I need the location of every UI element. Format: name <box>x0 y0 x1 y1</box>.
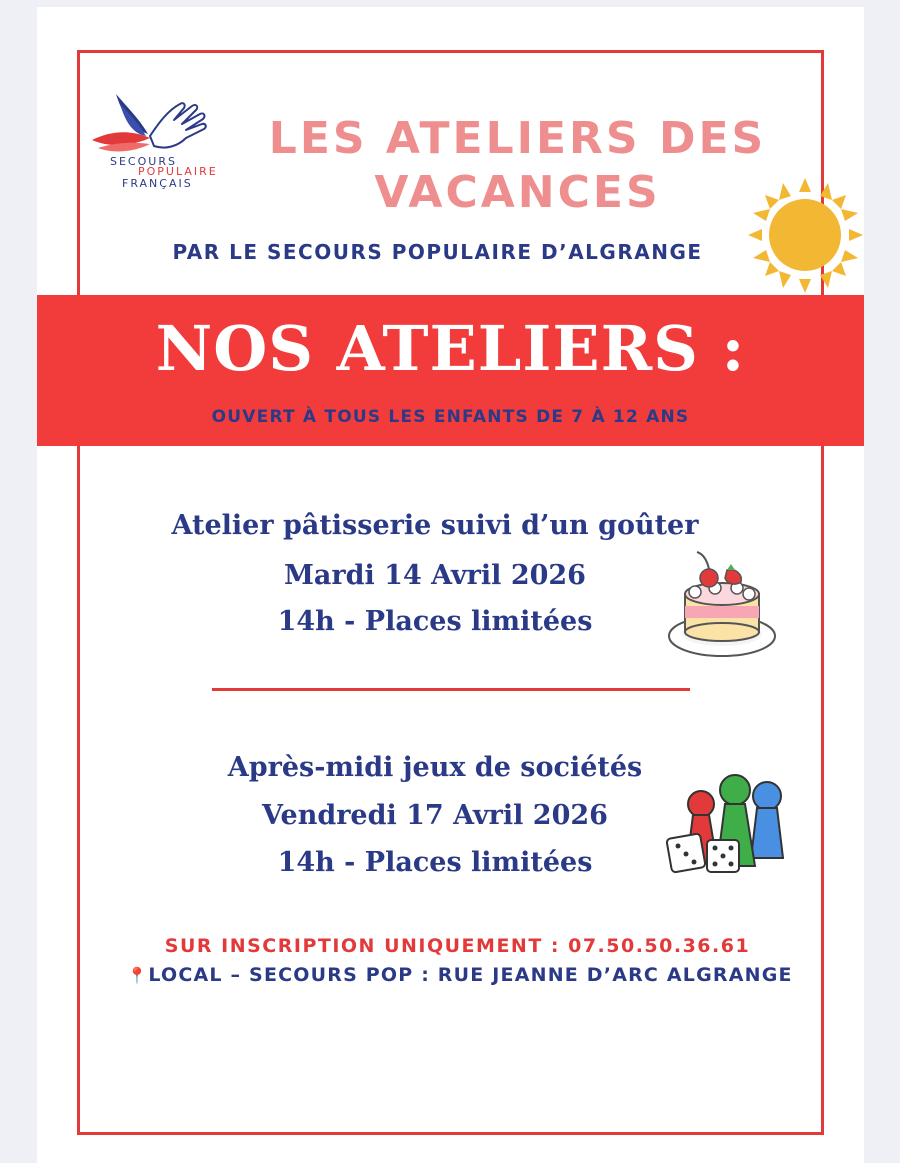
logo-text-francais: FRANÇAIS <box>122 177 193 190</box>
workshop-1-date: Mardi 14 Avril 2026 <box>284 560 586 591</box>
section-divider <box>212 688 690 691</box>
address-text: LOCAL – SECOURS POP : RUE JEANNE D’ARC ALGRANGE <box>148 964 793 986</box>
banner-subtitle: OUVERT À TOUS LES ENFANTS DE 7 À 12 ANS <box>211 407 690 427</box>
workshop-2-time: 14h - Places limitées <box>277 847 593 878</box>
workshop-1-name: Atelier pâtisserie suivi d’un goûter <box>171 510 699 541</box>
page-title <box>250 112 785 220</box>
page-subtitle: PAR LE SECOURS POPULAIRE D’ALGRANGE <box>172 240 703 264</box>
workshop-2-name: Après-midi jeux de sociétés <box>227 752 643 783</box>
address-line <box>110 964 810 986</box>
red-banner <box>37 295 864 446</box>
title-line-1: LES ATELIERS DES <box>268 113 767 164</box>
cake-icon <box>665 548 780 663</box>
title-line-2: VACANCES <box>374 167 661 218</box>
banner-title: NOS ATELIERS : <box>155 312 746 385</box>
secours-populaire-logo <box>88 90 218 200</box>
workshop-1-time: 14h - Places limitées <box>277 606 593 637</box>
registration-info: SUR INSCRIPTION UNIQUEMENT : 07.50.50.36.61 <box>164 935 751 957</box>
board-game-icon <box>665 770 790 885</box>
logo-text-populaire: POPULAIRE <box>138 165 218 178</box>
sun-icon <box>748 178 863 293</box>
logo-text-secours: SECOURS <box>110 155 177 168</box>
workshop-2-date: Vendredi 17 Avril 2026 <box>262 800 608 831</box>
location-pin-icon: 📍 <box>127 966 149 985</box>
